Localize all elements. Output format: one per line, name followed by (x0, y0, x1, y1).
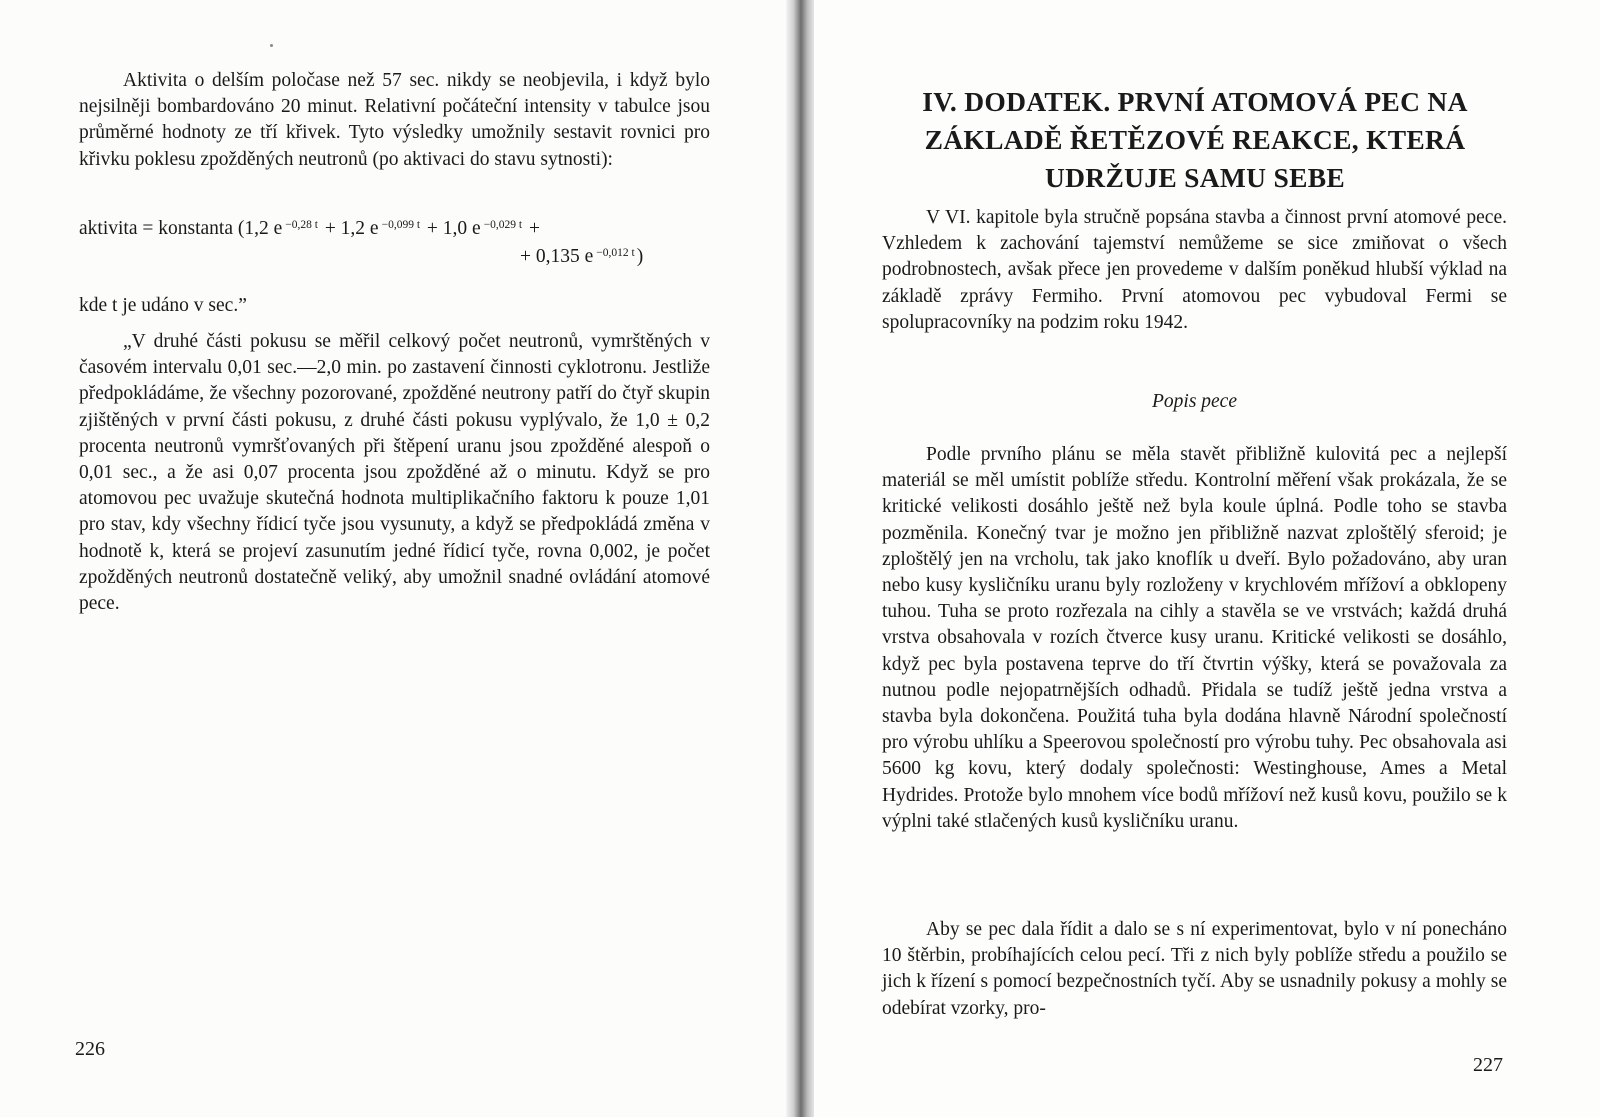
formula-equals: = (142, 218, 154, 239)
formula-term-5: + 0,135 e (520, 246, 594, 267)
formula-exponent-1: −0,28 t (285, 219, 318, 231)
formula-line-1 (79, 218, 719, 240)
formula-lhs: aktivita (79, 218, 138, 239)
right-paragraph-2: Podle prvního plánu se měla stavět přibližně kulovitá pec a nejlepší materiál se měl umístit poblíže středu. Kontrolní měření však prokázala, že se kritické velikosti dosáhlo ještě než byla koule úplná. Podle toho se stavba pozměnila. Konečný tvar je možno jen přibližně nazvat zploštělý sferoid; je zploštělý jen na vrcholu, tak jako knoflík u dveří. Bylo požadováno, aby uran nebo kusy kysličníku uranu byly rozloženy v krychlovém mřížoví a obklopeny tuhou. Tuha se proto rozřezala na cihly a stavěla se ve vrstvách; každá druhá vrstva obsahovala v rozích čtverce kusy uranu. Kritické velikosti se dosáhlo, když pec byla postavena teprve do tří čtvrtin výšky, která se považovala za nutnou podle nejopatrnějších odhadů. Přidala se tudíž ještě jedna vrstva a stavba byla dokončena. Použitá tuha byla dodána hlavně Národní společností pro výrobu uhlíku a Speerovou společností pro výrobu tuhy. Pec obsahovala asi 5600 kg kovu, který dodaly společnosti: Westinghouse, Ames a Metal Hydrides. Protože bylo mnohem více bodů mřížoví než kusů kovu, použilo se k výplni také stlačených kusů kysličníku uranu. (882, 444, 1507, 832)
print-speck (270, 44, 273, 47)
left-paragraph-2: kde t je udáno v sec.” (79, 295, 247, 316)
right-paragraph-3: Aby se pec dala řídit a dalo se s ní experimentovat, bylo v ní ponecháno 10 štěrbin, probíhajících celou pecí. Tři z nich byly poblíže středu a použilo se jich k řízení s pomocí bezpečnostních tyčí. Aby se usnadnily pokusy a mohly se odebírat vzorky, pro- (882, 919, 1507, 1019)
formula-close: ) (636, 246, 644, 267)
left-paragraph-3: „V druhé části pokusu se měřil celkový počet neutronů, vymrštěných v časovém intervalu 0,01 sec.—2,0 min. po zastavení činnosti cyklotronu. Jestliže předpokládáme, že všechny pozorované, zpožděné neutrony patří do čtyř skupin zjištěných v první části pokusu, z druhé části pokusu vyplývalo, že 1,0 ± 0,2 procenta neutronů vymršťovaných při štěpení uranu jsou zpožděné alespoň o 0,01 sec., a že asi 0,07 procenta jsou zpožděné až o minutu. Když se pro atomovou pec uvažuje skutečná hodnota multiplikačního faktoru k pouze 1,01 pro stav, kdy všechny řídicí tyče jsou vysunuty, a když se předpokládá změna v hodnotě k, která se projeví zasunutím jedné řídicí tyče, rovna 0,002, je počet zpožděných neutronů dostatečně veliký, aby umožnil snadné ovládání atomové pece. (79, 331, 710, 615)
left-paragraph-1: Aktivita o delším poločase než 57 sec. nikdy se neobjevila, i když bylo nejsilněji bombardováno 20 minut. Relativní počáteční intensity v tabulce jsou průměrné hodnoty ze tří křivek. Tyto výsledky umožnily sestavit rovnici pro křivku poklesu zpožděných neutronů (po aktivaci do stavu sytnosti): (79, 70, 710, 170)
left-page-number: 226 (75, 1038, 105, 1060)
formula-term-2: + 1,2 e (324, 218, 379, 239)
right-paragraph-1: V VI. kapitole byla stručně popsána stavba a činnost první atomové pece. Vzhledem k zachování tajemství nemůžeme se sice zmiňovat o všech podrobnostech, avšak přece jen provedeme v dalším poněkud hlubší výklad na základě zprávy Fermiho. První atomovou pec vybudoval Fermi se spolupracovníky na podzim roku 1942. (882, 207, 1507, 333)
section-heading: Popis pece (1151, 391, 1237, 412)
formula-term-3: + 1,0 e (426, 218, 481, 239)
formula-exponent-2: −0,099 t (381, 219, 421, 231)
formula-term-4: + (529, 218, 540, 239)
book-gutter (786, 0, 816, 1117)
right-page-number: 227 (1473, 1054, 1503, 1076)
formula-exponent-3: −0,029 t (483, 219, 523, 231)
formula-line-2 (520, 246, 720, 268)
left-page (0, 0, 790, 1117)
formula-exponent-5: −0,012 t (596, 247, 635, 259)
chapter-title: IV. DODATEK. PRVNÍ ATOMOVÁ PEC NA ZÁKLADĚ ŘETĚZOVÉ REAKCE, KTERÁ UDRŽUJE SAMU SEBE (922, 86, 1468, 193)
formula-term-1: konstanta (1,2 e (158, 218, 283, 239)
